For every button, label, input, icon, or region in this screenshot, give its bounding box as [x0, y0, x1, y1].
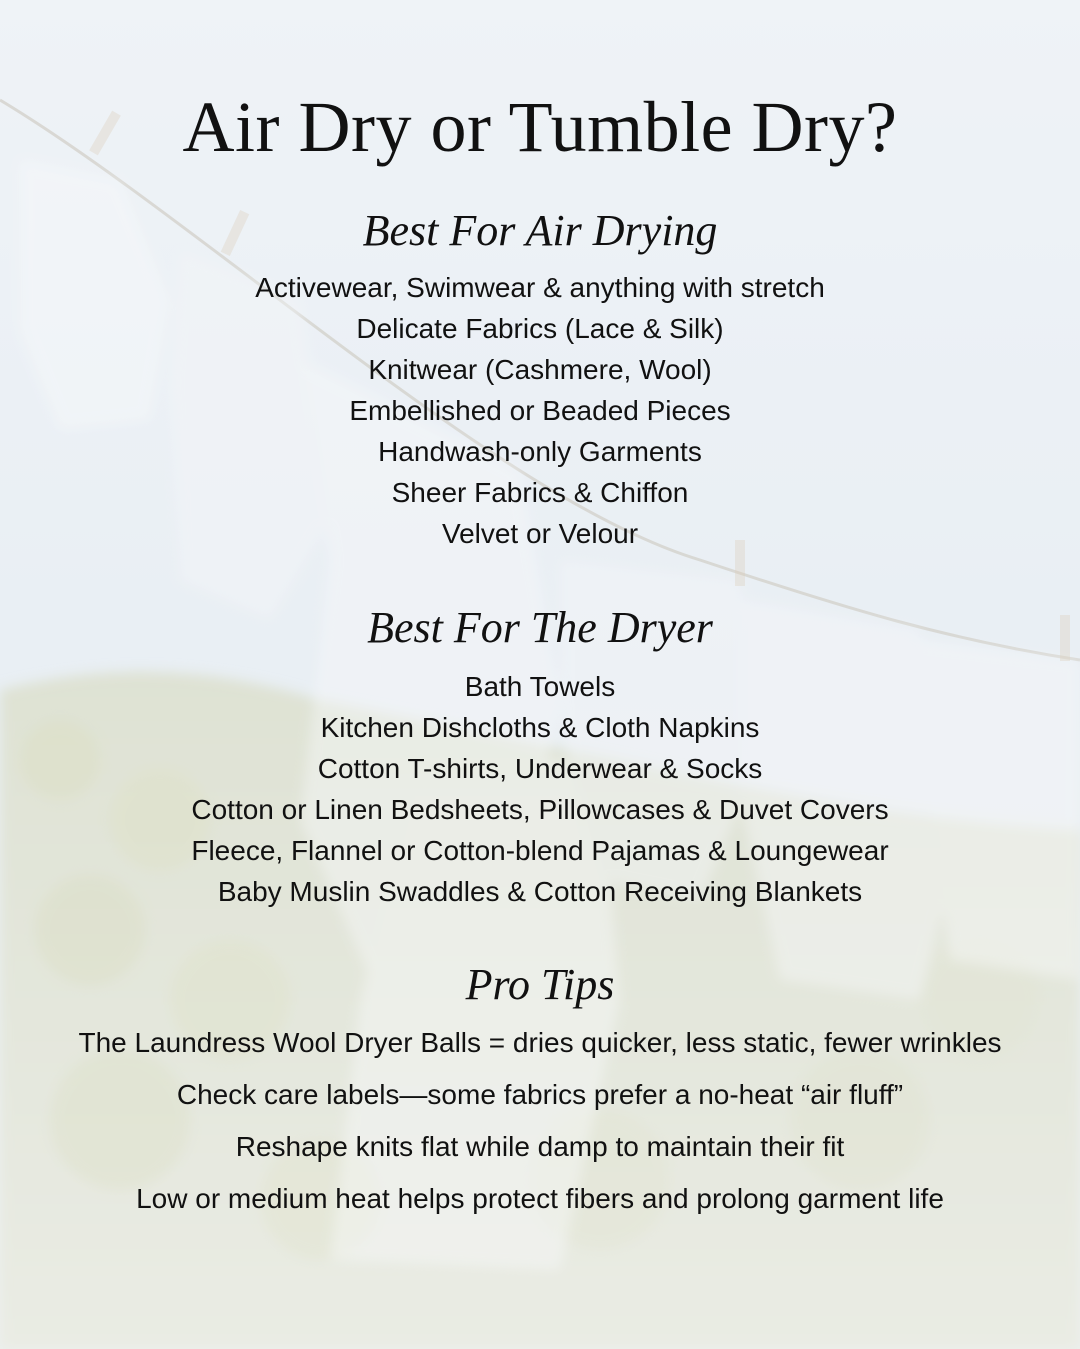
list-item: Cotton T-shirts, Underwear & Socks [317, 753, 763, 784]
list-item: Kitchen Dishcloths & Cloth Napkins [320, 712, 760, 743]
list-item: The Laundress Wool Dryer Balls = dries quicker, less static, fewer wrinkles [78, 1027, 1002, 1058]
list-item: Fleece, Flannel or Cotton-blend Pajamas & Loungewear [191, 835, 889, 866]
list-item: Velvet or Velour [441, 518, 639, 549]
dryer-heading: Best For The Dryer [367, 603, 713, 652]
list-item: Bath Towels [464, 671, 616, 702]
list-item: Baby Muslin Swaddles & Cotton Receiving Blankets [217, 876, 863, 907]
list-item: Activewear, Swimwear & anything with stretch [255, 272, 825, 303]
list-item: Check care labels—some fabrics prefer a no-heat “air fluff” [176, 1079, 904, 1110]
list-item: Sheer Fabrics & Chiffon [391, 477, 689, 508]
list-item: Cotton or Linen Bedsheets, Pillowcases & Duvet Covers [191, 794, 889, 825]
list-item: Knitwear (Cashmere, Wool) [368, 354, 712, 385]
pro-tips-heading: Pro Tips [465, 960, 615, 1009]
air-drying-list [0, 267, 1080, 554]
list-item: Handwash-only Garments [378, 436, 702, 467]
list-item: Reshape knits flat while damp to maintain their fit [235, 1131, 845, 1162]
list-item: Low or medium heat helps protect fibers and prolong garment life [136, 1183, 944, 1214]
list-item: Embellished or Beaded Pieces [349, 395, 731, 426]
pro-tips-list [0, 1017, 1080, 1225]
dryer-list [0, 666, 1080, 912]
list-item: Delicate Fabrics (Lace & Silk) [356, 313, 724, 344]
page-title: Air Dry or Tumble Dry? [182, 87, 898, 167]
air-drying-heading: Best For Air Drying [362, 206, 718, 255]
